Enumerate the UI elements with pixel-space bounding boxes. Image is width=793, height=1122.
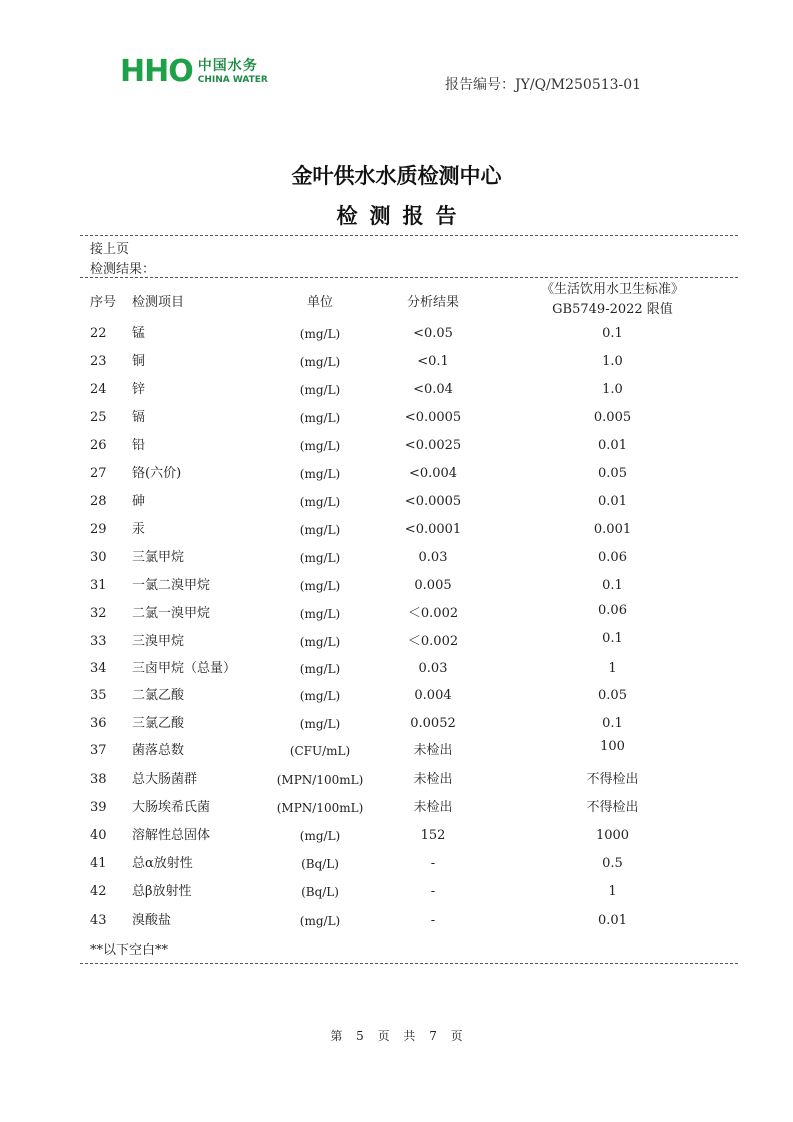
report-number: 报告编号：JY/Q/M250513-01 [445,77,642,93]
row-unit: (mg/L) [299,717,341,731]
row-number: 29 [90,522,107,537]
row-item: 三氯乙酸 [132,716,185,731]
row-number: 25 [90,410,107,425]
table-row [0,797,793,819]
logo-mark: HHO [120,54,193,89]
row-unit: (mg/L) [299,551,341,565]
table-row [0,910,793,932]
row-unit: (mg/L) [299,662,341,676]
row-unit: (Bq/L) [301,885,339,899]
row-unit: (mg/L) [299,914,341,928]
row-unit: (mg/L) [299,689,341,703]
row-limit: 1.0 [602,382,623,397]
row-number: 30 [90,550,107,565]
row-limit: 0.1 [602,326,623,341]
results-label: 检测结果： [90,262,156,277]
row-limit: 0.1 [602,578,623,593]
document-title: 检测报告 [336,204,469,228]
table-row [0,631,793,653]
row-item: 铜 [132,354,146,369]
row-item: 三溴甲烷 [132,634,185,649]
row-unit: (mg/L) [299,829,341,843]
row-item: 大肠埃希氏菌 [132,800,211,815]
row-unit: (mg/L) [299,579,341,593]
row-result: - [430,913,436,928]
table-row [0,825,793,847]
table-row [0,853,793,875]
row-number: 26 [90,438,107,453]
row-result: - [430,884,436,899]
row-item: 三氯甲烷 [132,550,185,565]
table-row [0,491,793,513]
row-item: 二氯一溴甲烷 [132,606,211,621]
header-result: 分析结果 [406,295,459,310]
row-limit: 0.01 [598,438,627,453]
row-result: <0.0005 [404,494,462,509]
row-item: 锌 [132,382,146,397]
header-standard-code: GB5749-2022 限值 [552,302,673,317]
row-item: 总β放射性 [132,884,192,899]
blank-below-note: **以下空白** [90,943,169,958]
row-limit: 0.5 [602,856,623,871]
table-row [0,463,793,485]
table-row [0,881,793,903]
row-limit: 0.05 [598,688,627,703]
row-unit: (mg/L) [299,411,341,425]
row-limit: 0.1 [602,716,623,731]
row-number: 35 [90,688,107,703]
row-number: 33 [90,634,107,649]
row-number: 36 [90,716,107,731]
row-item: 二氯乙酸 [132,688,185,703]
logo-chinese-name: 中国水务 [197,58,258,74]
row-unit: (mg/L) [299,523,341,537]
table-row [0,685,793,707]
header-item: 检测项目 [132,295,185,310]
table-row [0,407,793,429]
row-result: <0.04 [413,382,453,397]
table-row [0,547,793,569]
table-row [0,603,793,625]
row-limit: 0.005 [593,410,632,425]
table-row [0,575,793,597]
row-number: 23 [90,354,107,369]
row-result: <0.0025 [404,438,462,453]
row-result: ＜0.002 [407,634,459,649]
company-logo [120,55,268,89]
row-item: 砷 [132,494,146,509]
header-no: 序号 [90,295,117,310]
header-divider [80,277,738,278]
row-limit: 1 [608,884,617,899]
table-row [0,740,793,762]
row-limit: 不得检出 [586,772,639,787]
row-result: 未检出 [413,800,453,815]
row-unit: (mg/L) [299,439,341,453]
row-number: 32 [90,606,107,621]
row-unit: (mg/L) [299,383,341,397]
row-unit: (mg/L) [299,635,341,649]
row-limit: 不得检出 [586,800,639,815]
row-unit: (MPN/100mL) [276,801,364,815]
row-unit: (CFU/mL) [289,744,351,758]
row-number: 41 [90,856,107,871]
table-row [0,658,793,680]
row-result: 0.005 [414,578,452,593]
header-standard [515,280,710,320]
row-result: <0.1 [417,354,449,369]
row-limit: 0.01 [598,494,627,509]
row-item: 菌落总数 [132,743,185,758]
row-number: 38 [90,772,107,787]
row-unit: (mg/L) [299,607,341,621]
logo-text [198,58,268,86]
row-item: 溶解性总固体 [132,828,211,843]
row-number: 22 [90,326,107,341]
row-number: 39 [90,800,107,815]
header-standard-name: 《生活饮用水卫生标准》 [540,282,684,297]
row-number: 24 [90,382,107,397]
page-number: 第 5 页 共 7 页 [330,1029,463,1043]
row-limit: 100 [600,739,625,754]
table-row [0,351,793,373]
row-item: 溴酸盐 [132,913,172,928]
row-result: <0.05 [413,326,453,341]
organization-title: 金叶供水水质检测中心 [291,164,502,188]
row-result: <0.004 [408,466,458,481]
row-result: <0.0005 [404,410,462,425]
row-number: 27 [90,466,107,481]
row-unit: (mg/L) [299,327,341,341]
row-number: 42 [90,884,107,899]
row-limit: 1 [608,661,617,676]
bottom-divider [80,963,738,964]
table-row [0,435,793,457]
row-item: 总大肠菌群 [132,772,198,787]
row-item: 铅 [132,438,146,453]
row-item: 总α放射性 [132,856,193,871]
row-unit: (Bq/L) [301,857,339,871]
row-unit: (mg/L) [299,495,341,509]
continued-note: 接上页 [90,242,130,257]
row-result: - [430,856,436,871]
table-row [0,769,793,791]
row-limit: 0.001 [593,522,632,537]
top-divider [80,235,738,236]
row-result: 未检出 [413,772,453,787]
row-item: 三卤甲烷（总量） [132,661,237,676]
row-item: 锰 [132,326,146,341]
row-number: 43 [90,913,107,928]
row-item: 镉 [132,410,146,425]
row-limit: 0.05 [598,466,627,481]
row-item: 铬(六价) [132,466,182,481]
row-number: 28 [90,494,107,509]
row-result: 152 [420,828,446,843]
logo-english-name: CHINA WATER [197,75,268,85]
row-number: 37 [90,743,107,758]
table-row [0,323,793,345]
row-limit: 0.06 [598,603,627,618]
row-result: 0.03 [418,550,448,565]
row-limit: 1000 [595,828,630,843]
row-limit: 0.01 [598,913,627,928]
header-unit: 单位 [306,295,333,310]
table-row [0,713,793,735]
row-result: ＜0.002 [407,606,459,621]
row-unit: (MPN/100mL) [276,773,364,787]
row-result: 未检出 [413,743,453,758]
row-result: 0.03 [418,661,448,676]
row-number: 34 [90,661,107,676]
table-row [0,519,793,541]
row-item: 一氯二溴甲烷 [132,578,211,593]
row-limit: 0.1 [602,631,623,646]
row-item: 汞 [132,522,146,537]
row-result: 0.0052 [410,716,456,731]
row-number: 40 [90,828,107,843]
row-number: 31 [90,578,107,593]
table-row [0,379,793,401]
row-result: <0.0001 [404,522,462,537]
row-unit: (mg/L) [299,355,341,369]
row-unit: (mg/L) [299,467,341,481]
row-limit: 1.0 [602,354,623,369]
row-result: 0.004 [414,688,452,703]
row-limit: 0.06 [598,550,627,565]
